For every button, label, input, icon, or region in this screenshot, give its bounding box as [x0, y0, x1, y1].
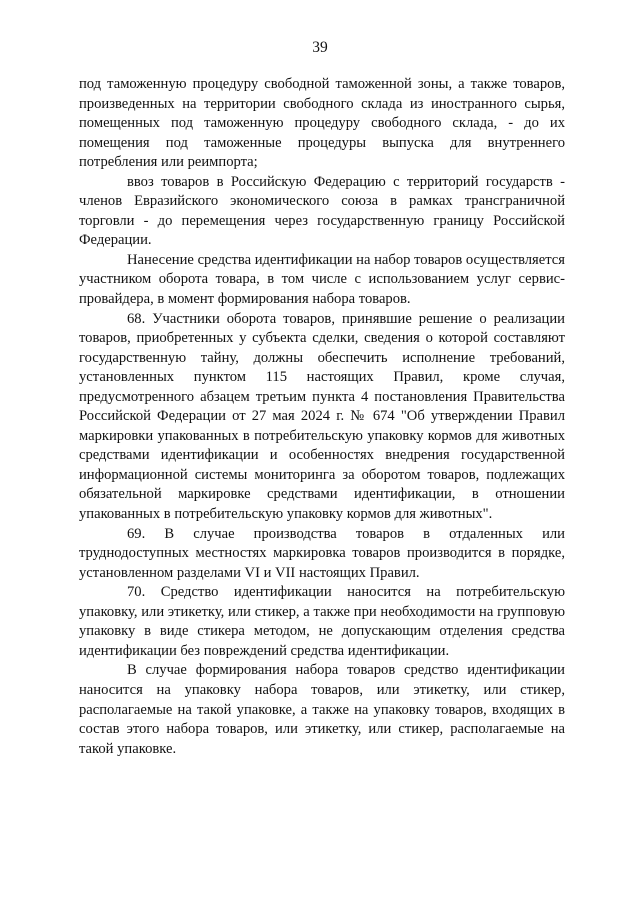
- page-number: 39: [312, 39, 328, 56]
- paragraph-item-69: 69. В случае производства товаров в отдаленных или труднодоступных местностях маркировка товаров производится в порядке, установленном разделами VI и VII настоящих Правил.: [79, 525, 565, 581]
- document-body: [79, 75, 565, 759]
- paragraph-set-identification: В случае формирования набора товаров средство идентификации наносится на упаковку набора товаров, или этикетку, или стикер, располагаемые на такой упаковке, а также на упаковку товаров, входящих в состав этого набора товаров, или этикетку, или стикер, располагаемые на такой упаковке.: [79, 662, 565, 757]
- paragraph-item-68: 68. Участники оборота товаров, принявшие решение о реализации товаров, приобретенных у субъекта сделки, сведения о которой составляют государственную тайну, должны обеспечить исполнение требований, установленных пунктом 115 настоящих Правил, кроме случая, предусмотренного абзацем третьим пункта 4 постановления Правительства Российской Федерации от 27 мая 2024 г. № 674 "Об утверждении Правил маркировки упакованных в потребительскую упаковку кормов для животных средствами идентификации и особенностях внедрения государственной информационной системы мониторинга за оборотом товаров, подлежащих обязательной маркировке средствами идентификации, в отношении упакованных в потребительскую упаковку кормов для животных".: [79, 310, 565, 523]
- paragraph-item-70: 70. Средство идентификации наносится на потребительскую упаковку, или этикетку, или стикер, а также при необходимости на групповую упаковку в виде стикера методом, не допускающим отделения средства идентификации без повреждений средства идентификации.: [79, 584, 565, 659]
- paragraph-free-zone-continuation: под таможенную процедуру свободной таможенной зоны, а также товаров, произведенных на территории свободного склада из иностранного сырья, помещенных под таможенную процедуру свободного склада, - до их помещения под таможенные процедуры выпуска для внутреннего потребления или реимпорта;: [79, 76, 565, 171]
- paragraph-set-marking: Нанесение средства идентификации на набор товаров осуществляется участником оборота товара, в том числе с использованием услуг сервис-провайдера, в момент формирования набора товаров.: [79, 251, 565, 308]
- paragraph-eaeu-import: ввоз товаров в Российскую Федерацию с территорий государств - членов Евразийского экономического союза в рамках трансграничной торговли - до перемещения через государственную границу Российской Федерации.: [79, 173, 565, 249]
